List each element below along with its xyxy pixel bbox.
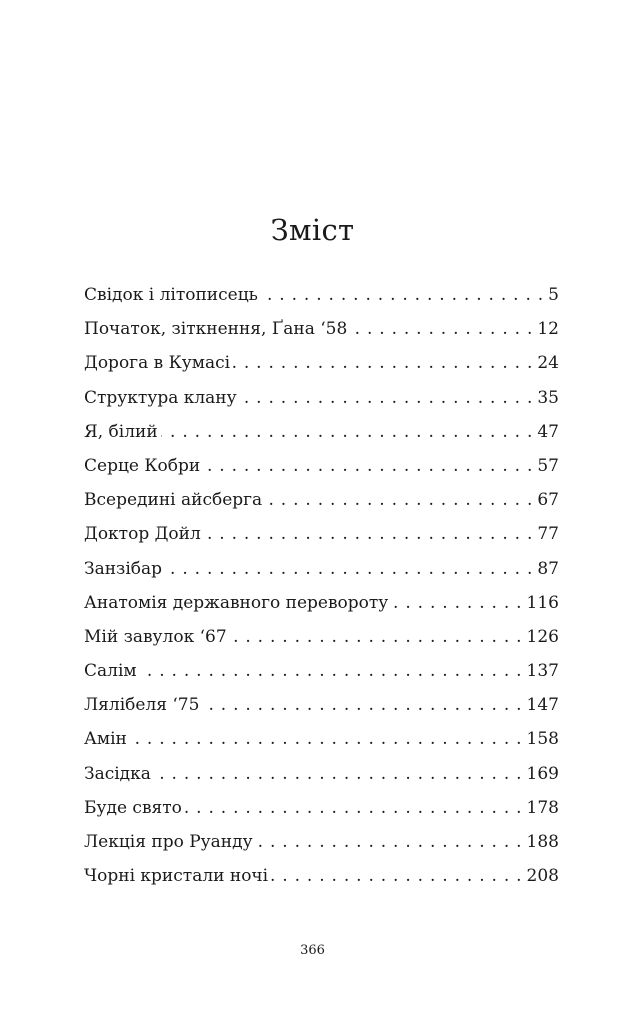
toc-dot-leader <box>261 278 543 312</box>
toc-page-number: 24 <box>537 353 559 374</box>
toc-dot-leader <box>256 825 522 859</box>
toc-dot-leader <box>265 483 532 517</box>
toc-entry <box>84 722 559 756</box>
toc-chapter-title: Анатомія державного перевороту <box>84 592 389 613</box>
toc-entry <box>84 381 559 415</box>
toc-dot-leader <box>240 381 533 415</box>
toc-page-number: 57 <box>537 455 559 476</box>
toc-chapter-title: Чорні кристали ночі <box>84 866 269 887</box>
toc-entry <box>84 688 559 722</box>
toc-chapter-title: Серце Кобри <box>84 455 201 476</box>
toc-chapter-title: Мій завулок ‘67 <box>84 626 227 647</box>
toc-page-number: 77 <box>537 524 559 545</box>
toc-chapter-title: Засідка <box>84 763 151 784</box>
toc-entry <box>84 449 559 483</box>
toc-page-number: 169 <box>526 763 559 784</box>
toc-page-number: 126 <box>526 626 559 647</box>
toc-dot-leader <box>154 757 522 791</box>
page-number: 366 <box>300 943 325 958</box>
toc-page-number: 35 <box>537 387 559 408</box>
toc-page-number: 137 <box>526 661 559 682</box>
toc-entry <box>84 312 559 346</box>
toc-chapter-title: Початок, зіткнення, Ґана ‘58 <box>84 319 348 340</box>
toc-chapter-title: Лекція про Руанду <box>84 832 253 852</box>
toc-chapter-title: Свідок і літописець <box>84 285 258 305</box>
toc-entry <box>84 552 559 586</box>
toc-page-number: 208 <box>526 866 559 887</box>
toc-entry <box>84 620 559 654</box>
toc-entry <box>84 654 559 688</box>
toc-chapter-title: Структура клану <box>84 387 237 408</box>
toc-chapter-title: Занзібар <box>84 558 163 579</box>
toc-entry <box>84 483 559 517</box>
toc-page-number: 147 <box>526 695 559 716</box>
toc-page-number: 87 <box>537 558 559 579</box>
toc-chapter-title: Доктор Дойл <box>84 524 201 545</box>
toc-page-number: 47 <box>537 421 559 442</box>
toc-page-number: 178 <box>526 797 559 818</box>
toc-dot-leader <box>161 415 533 449</box>
toc-page-number: 158 <box>526 729 559 750</box>
toc-dot-leader <box>203 449 532 483</box>
toc-page-number: 5 <box>548 285 559 305</box>
toc-dot-leader <box>204 517 533 551</box>
toc-page-number: 116 <box>526 592 559 613</box>
toc-entry <box>84 517 559 551</box>
toc-chapter-title: Дорога в Кумасі <box>84 353 231 374</box>
toc-chapter-title: Всередині айсберга <box>84 490 263 511</box>
toc-dot-leader <box>350 312 532 346</box>
toc-dot-leader <box>391 586 521 620</box>
toc-entry <box>84 757 559 791</box>
toc-page-number: 188 <box>526 832 559 852</box>
toc-chapter-title: Салім <box>84 661 137 682</box>
toc-entry <box>84 346 559 380</box>
table-of-contents <box>84 278 559 893</box>
toc-dot-leader <box>185 791 522 825</box>
toc-chapter-title: Я, білий <box>84 421 158 442</box>
toc-entry <box>84 415 559 449</box>
toc-entry <box>84 825 559 859</box>
toc-dot-leader <box>202 688 521 722</box>
toc-entry <box>84 586 559 620</box>
toc-dot-leader <box>233 346 532 380</box>
toc-dot-leader <box>140 654 522 688</box>
toc-entry <box>84 278 559 312</box>
toc-dot-leader <box>230 620 522 654</box>
toc-entry <box>84 859 559 893</box>
page-title: Зміст <box>270 213 355 247</box>
toc-chapter-title: Лялібеля ‘75 <box>84 695 200 716</box>
toc-page-number: 12 <box>537 319 559 340</box>
toc-page-number: 67 <box>537 490 559 511</box>
toc-dot-leader <box>130 722 522 756</box>
toc-dot-leader <box>165 552 532 586</box>
toc-dot-leader <box>271 859 521 893</box>
toc-chapter-title: Буде свято <box>84 797 182 818</box>
toc-chapter-title: Амін <box>84 729 127 750</box>
toc-entry <box>84 791 559 825</box>
